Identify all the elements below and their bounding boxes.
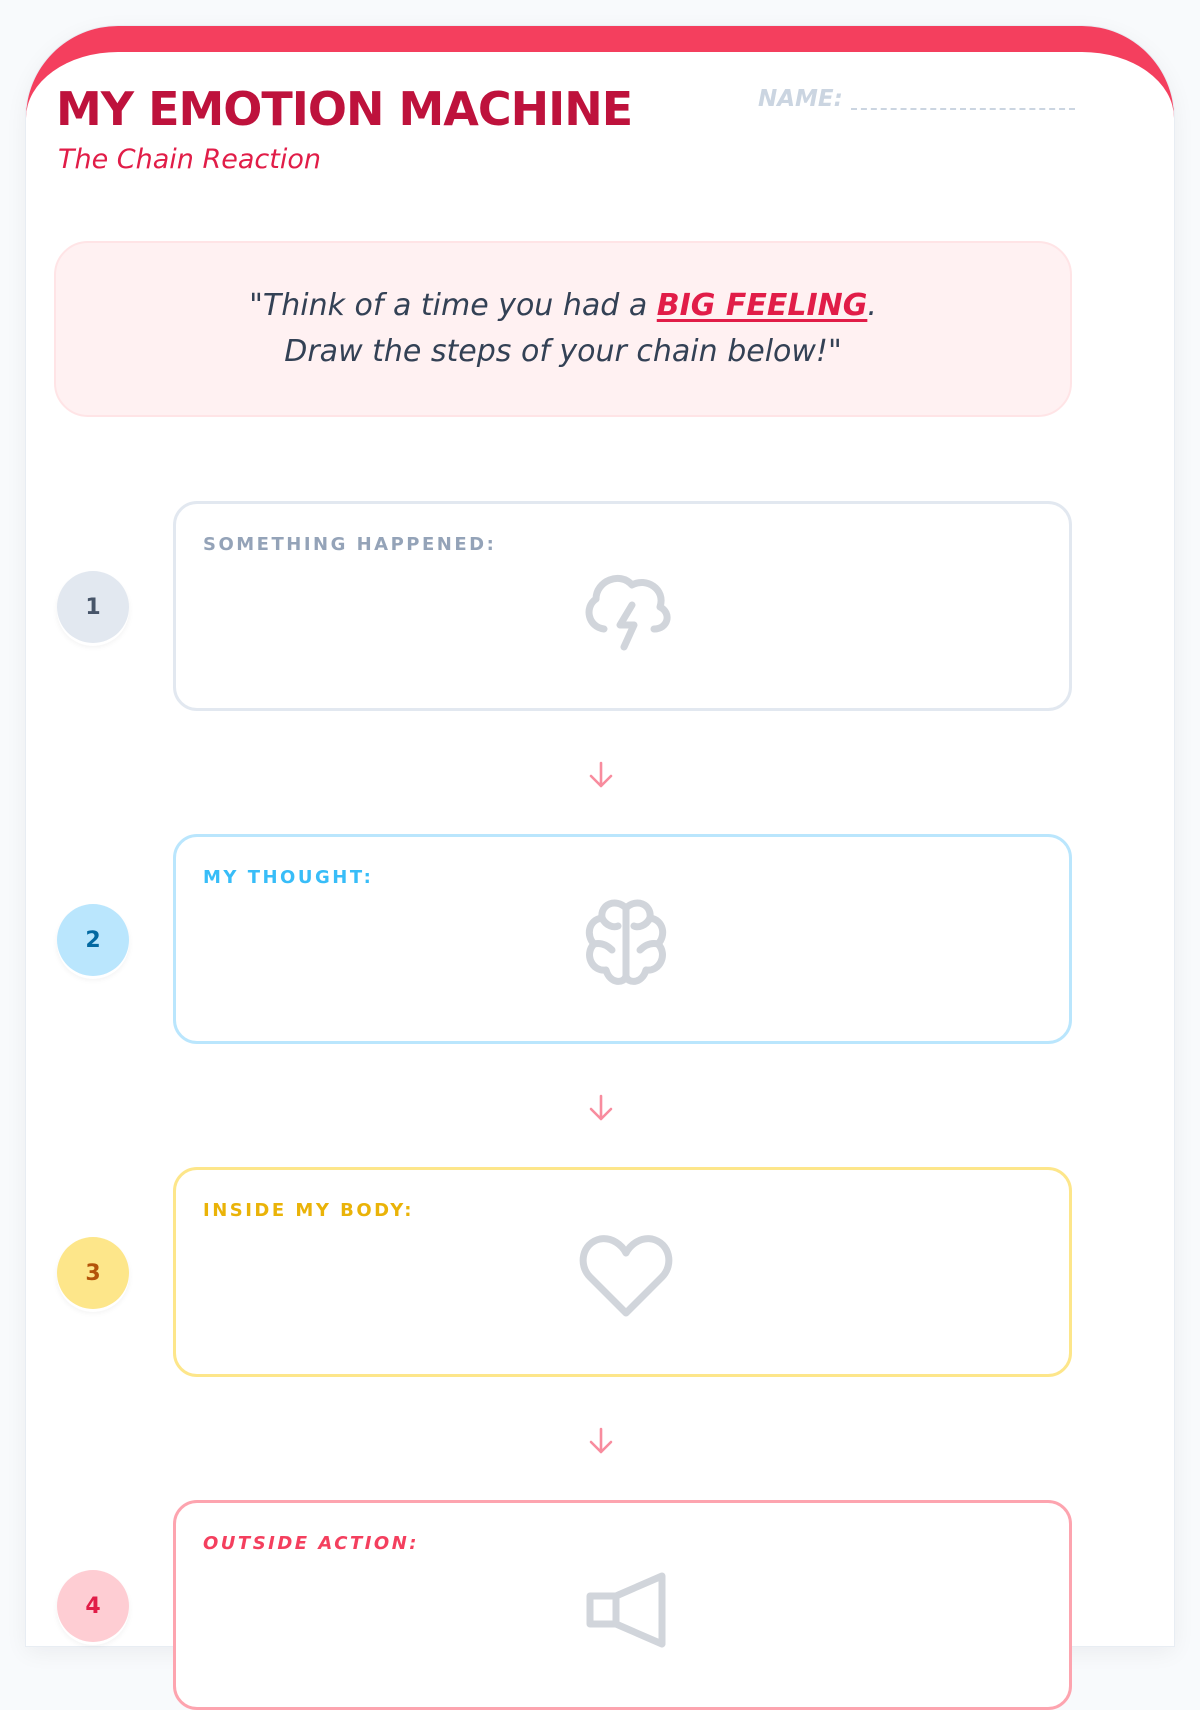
heart-icon	[576, 1225, 676, 1325]
step-1-label: SOMETHING HAPPENED:	[203, 534, 497, 555]
step-1-number: 1	[57, 571, 129, 643]
big-feeling-highlight: BIG FEELING	[656, 288, 868, 323]
instruction-line-2: Draw the steps of your chain below!"	[284, 334, 842, 369]
step-4-number: 4	[57, 1570, 129, 1642]
instruction-box	[54, 241, 1072, 417]
step-2-label: MY THOUGHT:	[203, 867, 374, 888]
megaphone-icon	[576, 1558, 676, 1658]
page-title: MY EMOTION MACHINE	[56, 82, 633, 136]
name-field[interactable]	[758, 86, 1075, 112]
arrow-down-icon	[586, 1426, 616, 1456]
instruction-text: "Think of a time you had a	[249, 288, 657, 323]
step-3-card[interactable]	[173, 1167, 1072, 1377]
instruction-line-1	[249, 283, 877, 329]
step-1-card[interactable]	[173, 501, 1072, 711]
step-4-card[interactable]	[173, 1500, 1072, 1710]
page-subtitle: The Chain Reaction	[58, 144, 321, 175]
arrow-down-icon	[586, 1093, 616, 1123]
step-3-number: 3	[57, 1237, 129, 1309]
step-4-label: OUTSIDE ACTION:	[203, 1533, 419, 1554]
step-3-label: INSIDE MY BODY:	[203, 1200, 414, 1221]
arrow-down-icon	[586, 760, 616, 790]
brain-icon	[576, 892, 676, 992]
instruction-text-end: .	[867, 288, 877, 323]
name-line[interactable]	[851, 108, 1075, 110]
name-label: NAME:	[758, 86, 843, 112]
storm-cloud-icon	[576, 559, 676, 659]
step-2-number: 2	[57, 904, 129, 976]
step-2-card[interactable]	[173, 834, 1072, 1044]
